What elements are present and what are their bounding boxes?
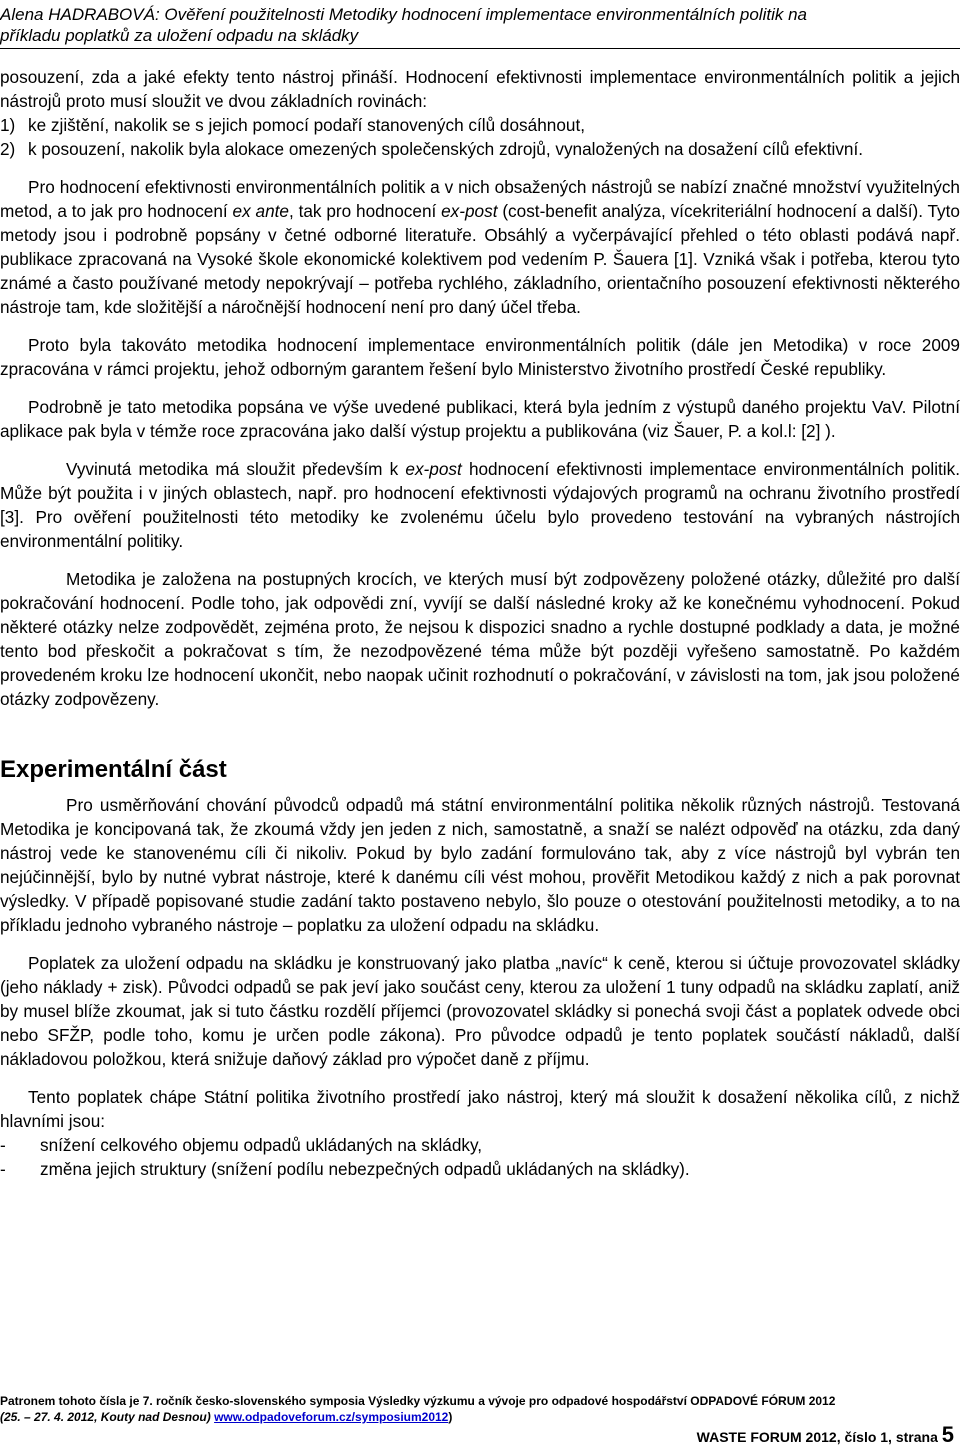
list-dash: -	[0, 1135, 6, 1155]
section-heading: Experimentální část	[0, 756, 227, 783]
list-item-text: snížení celkového objemu odpadů ukládaných na skládky,	[40, 1135, 483, 1155]
running-header	[0, 4, 958, 46]
list-item-number: 2)	[0, 139, 16, 159]
text-run: hodnocení efektivnosti implementace environmentálních politik. Může být použita i v jiných oblastech, např. pro hodnocení efektivnosti výdajových programů na ochranu životního prostředí [3]. Pro ověření použitelnosti této metodiky ke zvolenému účelu bylo provedeno testování na vybraných nástrojích environmentální politiky.	[0, 459, 960, 551]
footer-symposium: je 7. ročník česko-slovenského symposia Výsledky výzkumu a vývoje pro odpadové hospodářství ODPADOVÉ FÓRUM 2012	[126, 1394, 836, 1408]
symposium-link[interactable]: www.odpadoveforum.cz/symposium2012	[214, 1410, 449, 1424]
list-dash: -	[0, 1159, 6, 1179]
paragraph-purpose	[0, 457, 960, 553]
footer-note	[0, 1393, 920, 1425]
footer-patron: Patronem tohoto čísla	[0, 1394, 127, 1408]
paragraph-fee: Poplatek za uložení odpadu na skládku je konstruovaný jako platba „navíc“ k ceně, kterou si účtuje provozovatel skládky (jeho náklady + zisk). Původci odpadů se pak jeví jako součást ceny, kterou za uložení 1 tuny odpadů na skládku zaplatí, aniž by musel blíže zkoumat, jak si tuto částku rozdělí příjemci (provozovatel skládky si ponechá svoji část a poplatek odvede obci nebo SFŽP, podle toho, komu je určen podle zákona). Pro původce odpadů je tento poplatek součástí nákladů, další nákladovou položkou, která snižuje daňový základ pro výpočet daně z příjmu.	[0, 953, 960, 1069]
footer-dates: (25. – 27. 4. 2012, Kouty nad Desnou)	[0, 1410, 215, 1424]
intro-list	[0, 113, 960, 161]
text-run: Pro hodnocení efektivnosti environmentálních politik a v nich obsažených nástrojů se nabízí značné množství využitelných metod, a to jak pro hodnocení	[0, 177, 960, 221]
header-line-2: příkladu poplatků za uložení odpadu na skládky	[0, 26, 359, 45]
paragraph-experimental: Pro usměrňování chování původců odpadů má státní environmentální politika několik různých nástrojů. Testovaná Metodika je koncipovaná tak, že zkoumá vždy jen jeden z nich, samostatně, a snaží se nalézt odpověď na otázku, zda daný nástroj vede ke stanovenému cíli či nikoliv. Pokud by bylo zadání formulováno tak, aby z více nástrojů byl vybrán ten nejúčinnější, bylo by nutné vybrat nástroje, které k danému cíli vést mohou, prověřit Metodikou každý z nich a pak porovnat výsledky. V případě popisované studie zadání takto postaveno nebylo, šlo pouze o otestování použitelnosti metodiky, a to na příkladu jednoho vybraného nástroje – poplatku za uložení odpadu na skládku.	[0, 795, 960, 935]
paragraph-methodology: Proto byla takováto metodika hodnocení implementace environmentálních politik (dále jen Metodika) v roce 2009 zpracována v rámci projektu, jehož odborným garantem řešení bylo Ministerstvo životního prostředí České republiky.	[0, 335, 960, 379]
paragraph-methods	[0, 175, 960, 319]
paragraph-goals: Tento poplatek chápe Státní politika životního prostředí jako nástroj, který má sloužit k dosažení několika cílů, z nichž hlavními jsou:	[0, 1087, 960, 1131]
emphasis-ex-post: ex-post	[441, 201, 498, 221]
page-number: 5	[941, 1422, 954, 1447]
paragraph-publication: Podrobně je tato metodika popsána ve výše uvedené publikaci, která byla jedním z výstupů daného projektu VaV. Pilotní aplikace pak byla v témže roce zpracována jako další výstup projektu a publikována (viz Šauer, P. a kol.l: [2] ).	[0, 397, 960, 441]
list-item-text: ke zjištění, nakolik se s jejich pomocí podaří stanovených cílů dosáhnout,	[28, 115, 585, 135]
list-item-number: 1)	[0, 115, 16, 135]
intro-text: posouzení, zda a jaké efekty tento nástroj přináší. Hodnocení efektivnosti implementace environmentálních politik a jejich nástrojů proto musí sloužit ve dvou základních rovinách:	[0, 67, 960, 111]
emphasis-ex-ante: ex ante	[232, 201, 289, 221]
header-divider	[0, 48, 960, 49]
footer-line-1	[0, 1393, 920, 1409]
text-run: Vyvinutá metodika má sloužit především k	[66, 459, 406, 479]
list-item	[0, 137, 960, 161]
list-item-text: změna jejich struktury (snížení podílu nebezpečných odpadů ukládaných na skládky).	[40, 1159, 690, 1179]
emphasis-ex-post: ex-post	[405, 459, 462, 479]
footer-paren: )	[448, 1410, 453, 1424]
list-item-text: k posouzení, nakolik byla alokace omezených společenských zdrojů, vynaložených na dosažení cílů efektivní.	[28, 139, 864, 159]
intro-paragraph	[0, 65, 960, 113]
text-run: , tak pro hodnocení	[288, 201, 442, 221]
header-line-1: Alena HADRABOVÁ: Ověření použitelnosti Metodiky hodnocení implementace environmentálních politik na	[0, 5, 807, 24]
paragraph-steps: Metodika je založena na postupných krocích, ve kterých musí být zodpovězeny položené otázky, důležité pro další pokračování hodnocení. Podle toho, jak odpovědi zní, vyvíjí se další následné kroky až ke konečnému vyhodnocení. Pokud některé otázky nelze zodpovědět, zejména proto, že nejsou k dispozici snadno a rychle dostupné podklady a data, je možné tento bod přeskočit a pokračovat s tím, že nezodpovězené téma může být později vyřešeno samostatně. Po každém provedeném kroku lze hodnocení ukončit, nebo naopak učinit rozhodnutí o pokračování, v závislosti na tom, jak jsou položené otázky zodpovězeny.	[0, 569, 960, 709]
list-item	[0, 113, 960, 137]
article-body	[0, 65, 960, 1181]
journal-citation: WASTE FORUM 2012, číslo 1, strana	[696, 1429, 942, 1445]
page-footer	[697, 1424, 954, 1448]
text-run: (cost-benefit analýza, vícekriteriální hodnocení a další). Tyto metody jsou i podrobně popsány v četné odborné literatuře. Obsáhlý a vyčerpávající přehled o této oblasti podává např. publikace zpracovaná na Vysoké škole ekonomické kolektivem pod vedením P. Šauera [1]. Vzniká však i potřeba, kterou tyto známé a často používané metody nepokrývají – potřeba rychlého, základního, orientačního posouzení efektivnosti některého nástroje tam, kde složitější a náročnější hodnocení není pro daný účel třeba.	[0, 201, 960, 317]
footer-line-2	[0, 1409, 920, 1425]
list-item	[0, 1157, 960, 1181]
goals-list	[0, 1133, 960, 1181]
list-item	[0, 1133, 960, 1157]
